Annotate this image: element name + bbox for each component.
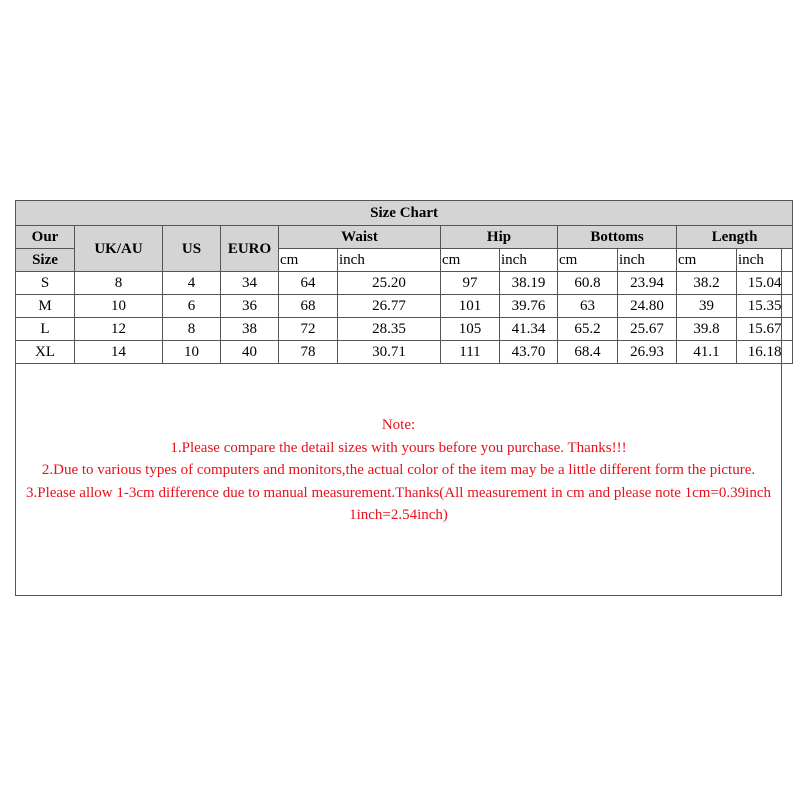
cell-euro: 36	[221, 295, 279, 318]
cell-our-size: S	[16, 272, 75, 295]
header-us: US	[163, 226, 221, 272]
cell-length-cm: 39	[677, 295, 737, 318]
unit-bottoms-inch: inch	[618, 249, 677, 272]
table-title: Size Chart	[16, 201, 793, 226]
note-item-3: 3.Please allow 1-3cm difference due to manual measurement.Thanks(All measurement in cm and please note 1cm=0.39inch 1inch=2.54inch)	[25, 484, 772, 523]
cell-length-cm: 39.8	[677, 318, 737, 341]
unit-length-inch: inch	[737, 249, 793, 272]
table-row	[16, 318, 793, 341]
cell-length-inch: 16.18	[737, 341, 793, 364]
unit-waist-cm: cm	[279, 249, 338, 272]
cell-waist-inch: 28.35	[338, 318, 441, 341]
cell-length-cm: 38.2	[677, 272, 737, 295]
cell-waist-cm: 72	[279, 318, 338, 341]
cell-us: 6	[163, 295, 221, 318]
cell-bottoms-cm: 60.8	[558, 272, 618, 295]
header-our-size-line1: Our	[16, 226, 75, 249]
cell-bottoms-inch: 25.67	[618, 318, 677, 341]
cell-waist-cm: 64	[279, 272, 338, 295]
cell-hip-cm: 111	[441, 341, 500, 364]
size-rows	[16, 272, 793, 364]
cell-hip-cm: 101	[441, 295, 500, 318]
cell-hip-cm: 105	[441, 318, 500, 341]
table-row	[16, 341, 793, 364]
cell-us: 8	[163, 318, 221, 341]
cell-waist-inch: 26.77	[338, 295, 441, 318]
cell-hip-inch: 38.19	[500, 272, 558, 295]
notes-section	[16, 414, 781, 527]
cell-euro: 34	[221, 272, 279, 295]
unit-waist-inch: inch	[338, 249, 441, 272]
cell-hip-inch: 39.76	[500, 295, 558, 318]
cell-us: 10	[163, 341, 221, 364]
table-row	[16, 272, 793, 295]
cell-length-inch: 15.35	[737, 295, 793, 318]
note-heading: Note:	[381, 417, 416, 433]
header-bottoms: Bottoms	[558, 226, 677, 249]
header-euro: EURO	[221, 226, 279, 272]
cell-hip-inch: 43.70	[500, 341, 558, 364]
header-length: Length	[677, 226, 793, 249]
cell-uk-au: 10	[75, 295, 163, 318]
cell-bottoms-cm: 65.2	[558, 318, 618, 341]
cell-euro: 40	[221, 341, 279, 364]
cell-euro: 38	[221, 318, 279, 341]
unit-hip-cm: cm	[441, 249, 500, 272]
unit-hip-inch: inch	[500, 249, 558, 272]
unit-length-cm: cm	[677, 249, 737, 272]
table-row	[16, 295, 793, 318]
cell-length-inch: 15.04	[737, 272, 793, 295]
header-uk-au: UK/AU	[75, 226, 163, 272]
cell-waist-inch: 25.20	[338, 272, 441, 295]
cell-waist-inch: 30.71	[338, 341, 441, 364]
cell-uk-au: 8	[75, 272, 163, 295]
cell-length-cm: 41.1	[677, 341, 737, 364]
cell-our-size: L	[16, 318, 75, 341]
cell-hip-inch: 41.34	[500, 318, 558, 341]
cell-bottoms-cm: 63	[558, 295, 618, 318]
cell-bottoms-cm: 68.4	[558, 341, 618, 364]
header-waist: Waist	[279, 226, 441, 249]
header-our-size-line2: Size	[16, 249, 75, 272]
cell-uk-au: 12	[75, 318, 163, 341]
cell-bottoms-inch: 24.80	[618, 295, 677, 318]
cell-length-inch: 15.67	[737, 318, 793, 341]
cell-hip-cm: 97	[441, 272, 500, 295]
cell-our-size: M	[16, 295, 75, 318]
cell-our-size: XL	[16, 341, 75, 364]
cell-uk-au: 14	[75, 341, 163, 364]
note-item-2: 2.Due to various types of computers and monitors,the actual color of the item may be a little different form the picture.	[41, 462, 756, 478]
cell-bottoms-inch: 23.94	[618, 272, 677, 295]
note-item-1: 1.Please compare the detail sizes with yours before you purchase. Thanks!!!	[170, 439, 627, 456]
unit-bottoms-cm: cm	[558, 249, 618, 272]
cell-waist-cm: 68	[279, 295, 338, 318]
cell-bottoms-inch: 26.93	[618, 341, 677, 364]
cell-waist-cm: 78	[279, 341, 338, 364]
size-chart-table	[15, 200, 793, 364]
header-hip: Hip	[441, 226, 558, 249]
cell-us: 4	[163, 272, 221, 295]
